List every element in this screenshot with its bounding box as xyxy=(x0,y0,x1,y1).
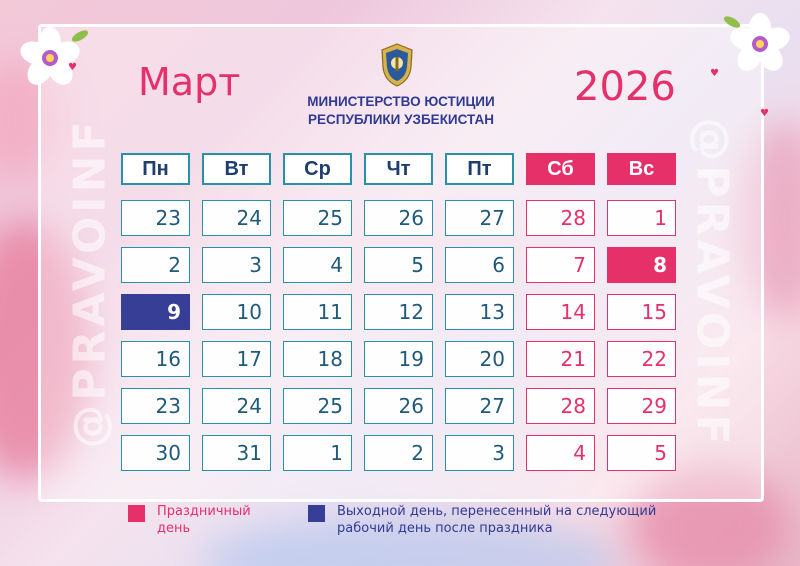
ministry-name xyxy=(293,93,509,129)
day-cell: 26 xyxy=(364,388,433,424)
day-cell: 16 xyxy=(121,341,190,377)
day-cell-weekend: 4 xyxy=(526,435,595,471)
emblem-icon xyxy=(380,43,414,87)
ministry-line-2: РЕСПУБЛИКИ УЗБЕКИСТАН xyxy=(308,112,494,127)
day-cell-weekend: 28 xyxy=(526,200,595,236)
legend-holiday xyxy=(128,503,267,537)
day-cell: 2 xyxy=(121,247,190,283)
day-cell: 11 xyxy=(283,294,352,330)
legend-moved-day-off xyxy=(308,503,717,537)
day-cell-weekend: 14 xyxy=(526,294,595,330)
weekday-header: Чт xyxy=(364,153,433,185)
watermark-left: @PRAVOINF xyxy=(64,117,116,449)
day-cell: 5 xyxy=(364,247,433,283)
watermark-right: @PRAVOINF xyxy=(686,117,738,449)
weekday-header: Пн xyxy=(121,153,190,185)
weekday-header: Пт xyxy=(445,153,514,185)
weekday-header: Ср xyxy=(283,153,352,185)
day-cell: 24 xyxy=(202,388,271,424)
day-cell: 26 xyxy=(364,200,433,236)
flower-icon xyxy=(12,18,92,98)
day-cell: 6 xyxy=(445,247,514,283)
day-cell: 13 xyxy=(445,294,514,330)
day-cell: 25 xyxy=(283,388,352,424)
day-cell: 1 xyxy=(283,435,352,471)
day-cell: 23 xyxy=(121,388,190,424)
day-cell: 27 xyxy=(445,388,514,424)
day-cell: 25 xyxy=(283,200,352,236)
day-cell-weekend: 7 xyxy=(526,247,595,283)
year-title: 2026 xyxy=(574,64,676,110)
day-cell-weekend: 5 xyxy=(607,435,676,471)
day-cell-weekend: 1 xyxy=(607,200,676,236)
day-cell-weekend: 28 xyxy=(526,388,595,424)
day-cell: 3 xyxy=(202,247,271,283)
day-cell: 17 xyxy=(202,341,271,377)
heart-icon: ♥ xyxy=(760,108,769,119)
weekday-header-weekend: Вс xyxy=(607,153,676,185)
day-cell: 27 xyxy=(445,200,514,236)
flower-icon xyxy=(720,6,800,86)
ministry-line-1: МИНИСТЕРСТВО ЮСТИЦИИ xyxy=(307,94,495,109)
day-cell: 30 xyxy=(121,435,190,471)
day-cell: 18 xyxy=(283,341,352,377)
day-cell: 10 xyxy=(202,294,271,330)
day-cell-holiday: 8 xyxy=(607,247,676,283)
day-cell-weekend: 15 xyxy=(607,294,676,330)
day-cell: 23 xyxy=(121,200,190,236)
day-cell-weekend: 22 xyxy=(607,341,676,377)
weekday-header-row xyxy=(121,153,676,185)
moved-day-off-swatch xyxy=(308,505,325,522)
day-cell: 24 xyxy=(202,200,271,236)
heart-icon: ♥ xyxy=(68,62,77,73)
heart-icon: ♥ xyxy=(710,68,719,79)
day-cell: 31 xyxy=(202,435,271,471)
day-cell-moved-day-off: 9 xyxy=(121,294,190,330)
month-title: Март xyxy=(138,60,241,104)
weekday-header: Вт xyxy=(202,153,271,185)
day-cell: 3 xyxy=(445,435,514,471)
legend-holiday-label: Праздничный день xyxy=(157,504,251,536)
day-cell: 20 xyxy=(445,341,514,377)
calendar-days xyxy=(121,200,676,471)
day-cell: 2 xyxy=(364,435,433,471)
day-cell: 4 xyxy=(283,247,352,283)
day-cell-weekend: 29 xyxy=(607,388,676,424)
weekday-header-weekend: Сб xyxy=(526,153,595,185)
day-cell: 12 xyxy=(364,294,433,330)
holiday-swatch xyxy=(128,505,145,522)
legend-moved-label: Выходной день, перенесенный на следующий рабочий день после праздника xyxy=(337,504,657,536)
day-cell: 19 xyxy=(364,341,433,377)
day-cell-weekend: 21 xyxy=(526,341,595,377)
